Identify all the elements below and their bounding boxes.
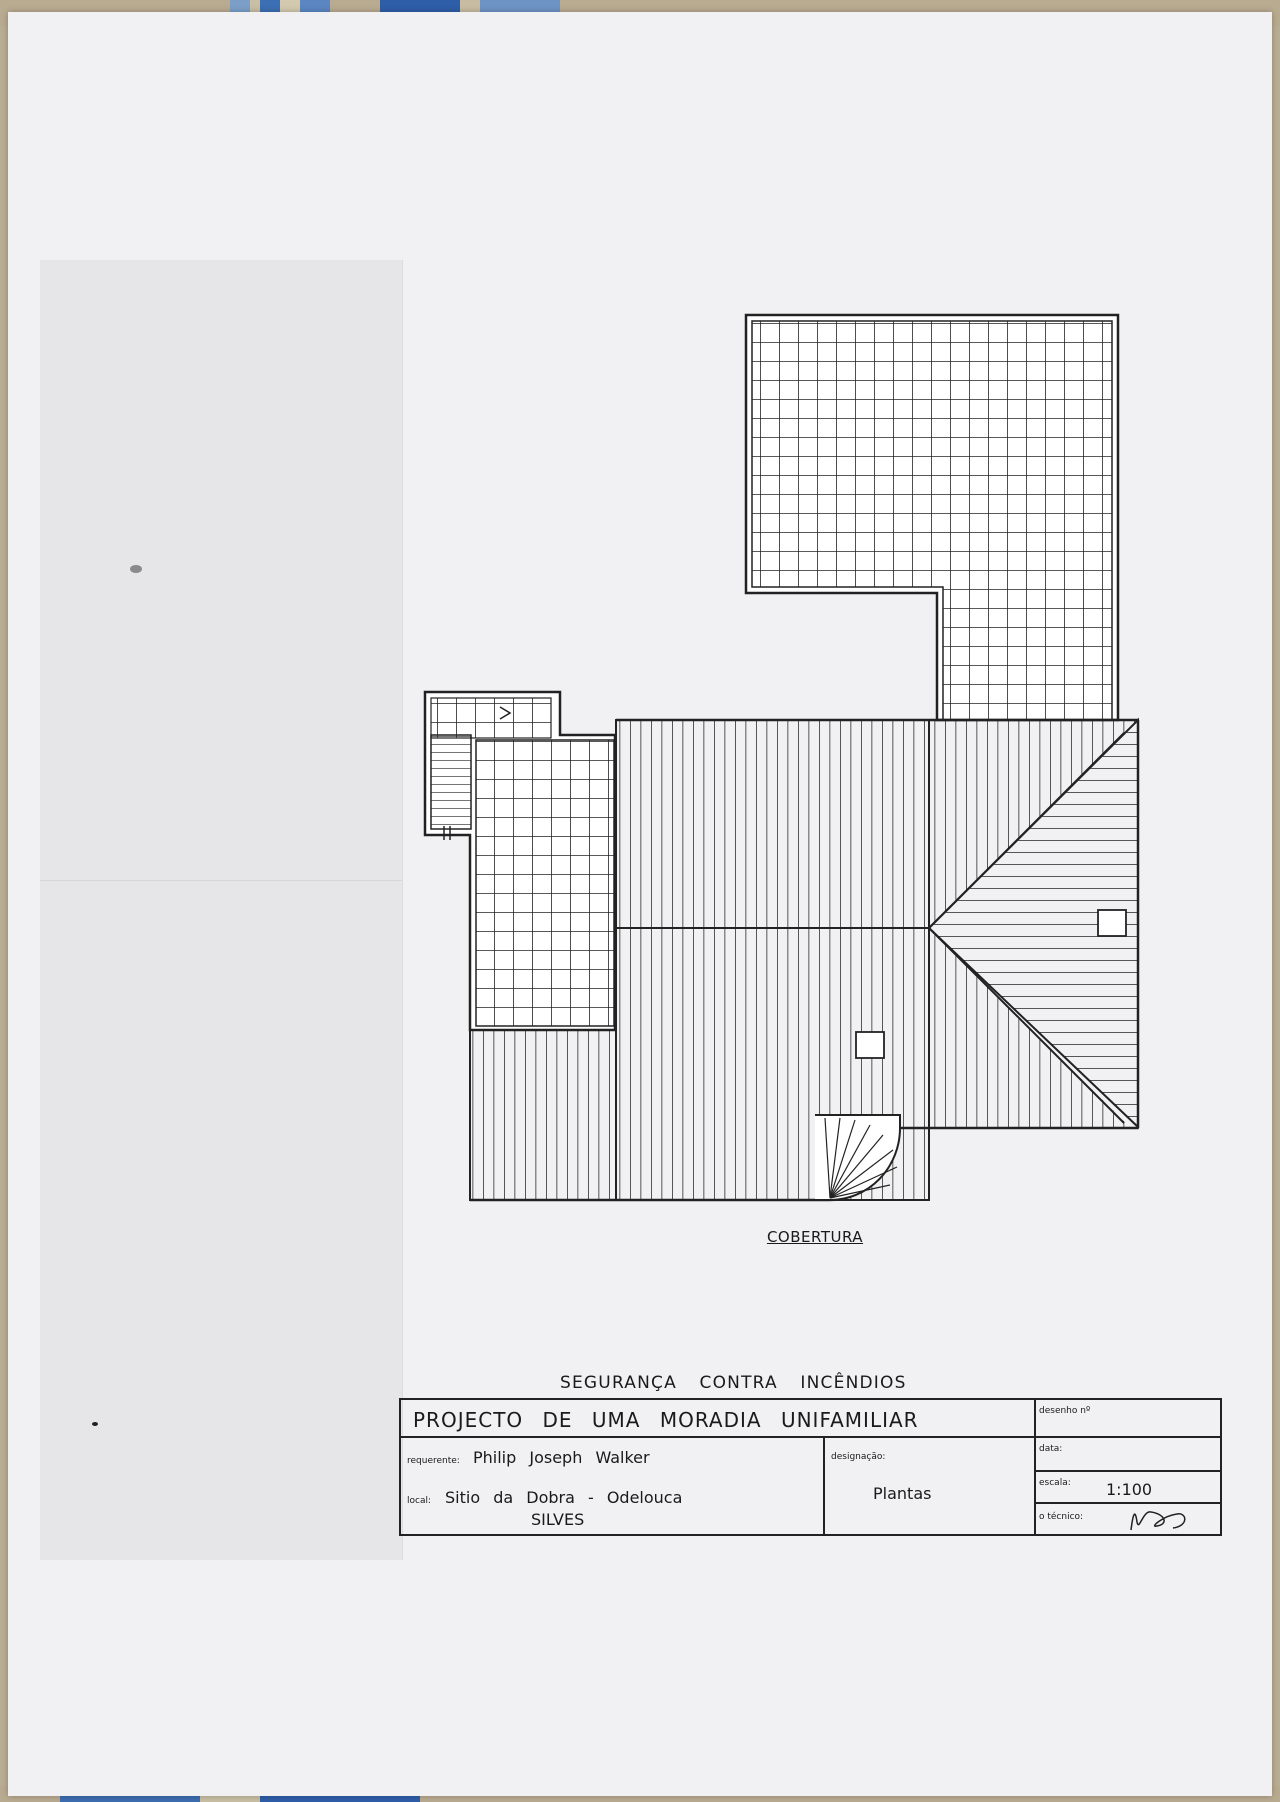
drawing-caption: COBERTURA xyxy=(766,1228,864,1246)
local-line1: Sitio da Dobra - Odelouca xyxy=(445,1488,683,1507)
technician-signature xyxy=(1121,1504,1201,1534)
section-title: SEGURANÇA CONTRA INCÊNDIOS xyxy=(560,1373,907,1393)
divider xyxy=(401,1436,1034,1438)
divider xyxy=(823,1436,825,1536)
tecnico-label: o técnico: xyxy=(1039,1512,1084,1522)
designacao-value: Plantas xyxy=(873,1484,932,1503)
title-block xyxy=(399,1398,1222,1536)
data-label: data: xyxy=(1039,1444,1063,1454)
local-label: local: xyxy=(407,1496,432,1506)
requerente-label: requerente: xyxy=(407,1456,460,1466)
stair-block xyxy=(425,692,615,1030)
local-line2: SILVES xyxy=(531,1510,585,1529)
divider xyxy=(1034,1470,1222,1472)
divider xyxy=(1034,1400,1036,1536)
designacao-label: designação: xyxy=(831,1452,886,1462)
requerente-value: Philip Joseph Walker xyxy=(473,1448,650,1467)
upper-terrace xyxy=(746,315,1118,720)
divider xyxy=(1034,1436,1222,1438)
desenho-label: desenho nº xyxy=(1039,1406,1091,1416)
project-title: PROJECTO DE UMA MORADIA UNIFAMILIAR xyxy=(413,1408,919,1432)
escala-value: 1:100 xyxy=(1106,1480,1153,1499)
escala-label: escala: xyxy=(1039,1478,1071,1488)
